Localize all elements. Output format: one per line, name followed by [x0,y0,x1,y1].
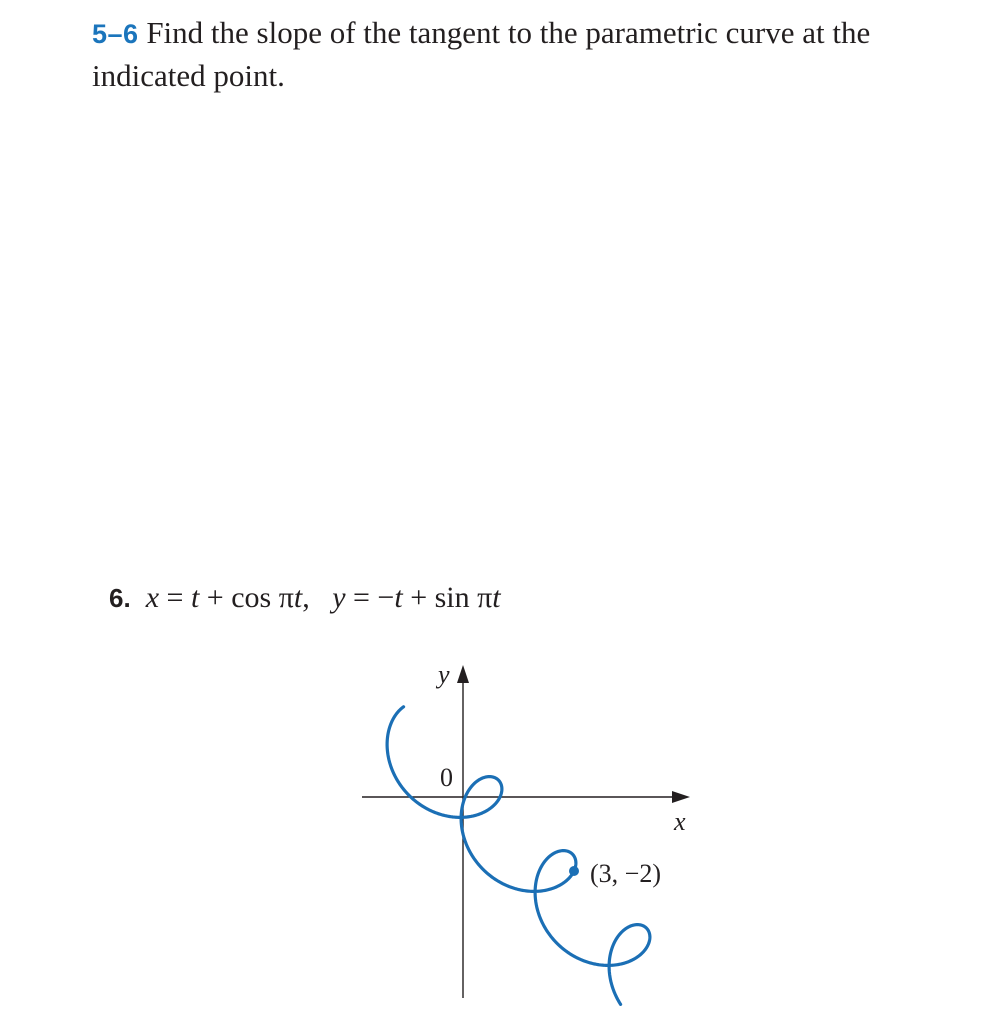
eq-separator: , [302,581,310,614]
eq-x-t2: t [293,581,303,614]
eq-y-variable: y [332,581,346,614]
origin-label: 0 [440,763,453,792]
y-axis-arrowhead [457,665,469,683]
problem-number: 6. [109,583,131,613]
eq-y-rhs-part2: + sin π [402,581,493,614]
eq-x-rhs-part1: = [166,581,191,614]
problem-range-number: 5–6 [92,19,139,49]
problem-set-instruction: Find the slope of the tangent to the parametric curve at the indicated point. [92,15,871,93]
eq-x-rhs-part2: + cos π [199,581,294,614]
marked-point [569,866,579,876]
parametric-curve [387,707,650,1005]
eq-x-t: t [190,581,200,614]
eq-y-t2: t [492,581,501,614]
x-axis-label: x [674,807,686,836]
marked-point-label: (3, −2) [590,859,661,888]
eq-y-rhs-part1: = − [353,581,395,614]
eq-y-t: t [394,581,403,614]
x-axis-arrowhead [672,791,690,803]
y-axis-label: y [438,660,450,689]
eq-x-variable: x [145,581,160,614]
